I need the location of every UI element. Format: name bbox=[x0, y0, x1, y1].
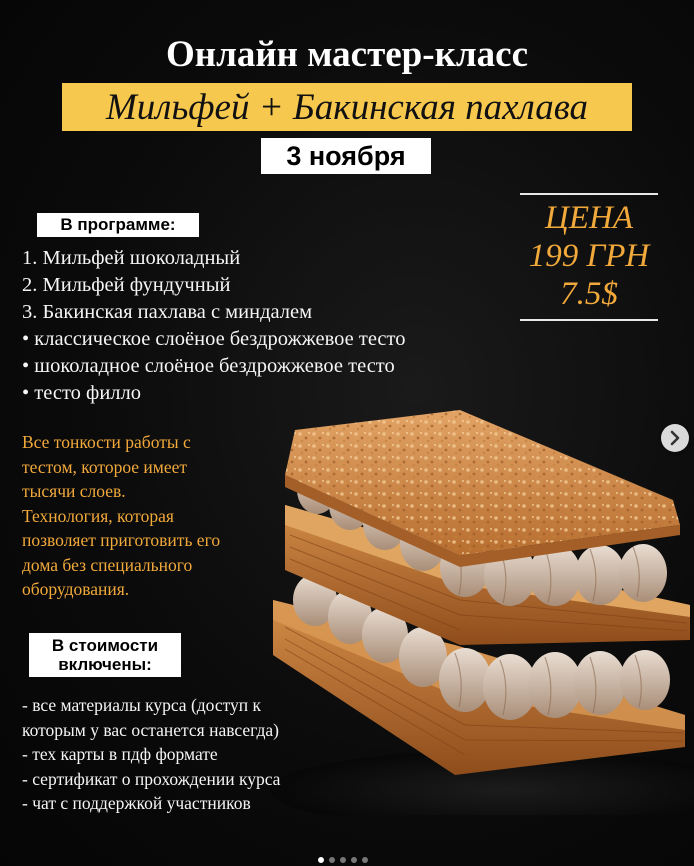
included-label-line: В стоимости bbox=[51, 636, 159, 655]
program-item: 1. Мильфей шоколадный bbox=[22, 247, 241, 269]
chevron-right-icon bbox=[661, 424, 689, 452]
pagination-dot-1[interactable] bbox=[318, 857, 324, 863]
next-slide-button[interactable] bbox=[661, 424, 689, 452]
included-item: - тех карты в пдф формате bbox=[22, 744, 218, 764]
carousel-pagination bbox=[318, 857, 378, 863]
page-title: Онлайн мастер-класс bbox=[165, 34, 529, 75]
program-item: • классическое слоёное бездрожжевое тесто bbox=[22, 328, 406, 350]
course-subtitle: Мильфей + Бакинская пахлава bbox=[105, 87, 588, 128]
included-list bbox=[22, 693, 382, 816]
included-item: - все материалы курса (доступ к bbox=[22, 695, 262, 715]
included-item: - сертификат о прохождении курса bbox=[22, 768, 281, 789]
price-divider-top bbox=[520, 193, 658, 195]
included-label bbox=[29, 633, 181, 677]
included-item: - чат с поддержкой участников bbox=[22, 793, 251, 813]
program-item: • тесто филло bbox=[22, 382, 141, 404]
description-line: Технология, которая bbox=[22, 505, 174, 526]
price-label: ЦЕНА bbox=[545, 200, 633, 236]
price-usd: 7.5$ bbox=[560, 276, 618, 312]
description-line: Все тонкости работы с bbox=[22, 432, 191, 452]
included-label-line: включены: bbox=[58, 655, 152, 674]
pagination-dot-2[interactable] bbox=[329, 857, 335, 863]
program-list bbox=[22, 245, 522, 407]
pagination-dot-3[interactable] bbox=[340, 857, 346, 863]
description-line: дома без специального bbox=[22, 554, 193, 575]
description-line: тысячи слоев. bbox=[22, 481, 126, 501]
included-item: которым у вас останется навсегда) bbox=[22, 719, 279, 740]
program-item: • шоколадное слоёное бездрожжевое тесто bbox=[22, 355, 395, 377]
program-item: 2. Мильфей фундучный bbox=[22, 274, 231, 296]
course-date: 3 ноября bbox=[286, 141, 406, 171]
price-uah: 199 ГРН bbox=[528, 238, 650, 274]
description-line: позволяет приготовить его bbox=[22, 530, 221, 550]
course-description bbox=[22, 430, 292, 602]
program-label: В программе: bbox=[37, 213, 199, 237]
pagination-dot-5[interactable] bbox=[362, 857, 368, 863]
price-divider-bottom bbox=[520, 319, 658, 321]
pagination-dot-4[interactable] bbox=[351, 857, 357, 863]
description-line: тестом, которое имеет bbox=[22, 456, 188, 477]
description-line: оборудования. bbox=[22, 579, 130, 599]
program-item: 3. Бакинская пахлава с миндалем bbox=[22, 301, 313, 323]
